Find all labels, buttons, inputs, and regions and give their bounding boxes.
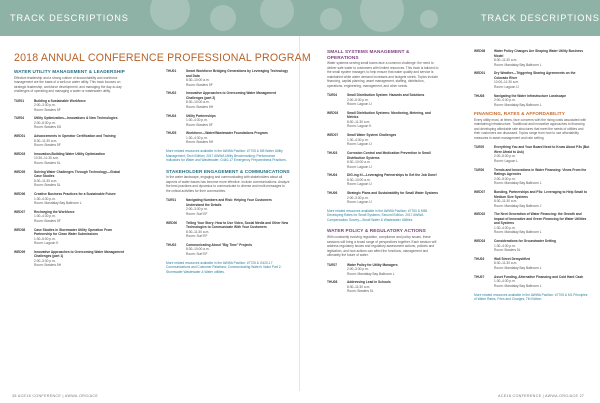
session-title: Communicating About "Big Time" Projects — [186, 242, 253, 247]
session-title: Wall Street Demystified — [494, 256, 531, 261]
session-room: Room: Mandalay Bay Ballroom L — [347, 271, 395, 276]
session-code: TUE05 — [474, 145, 485, 150]
decorative-bokeh — [210, 5, 236, 31]
session-item — [14, 99, 128, 113]
header-banner — [0, 0, 600, 36]
session-title: Bonding, Partnerships and P3s: Leveraging to Help Small to Medium Size Systems — [494, 190, 588, 199]
section-title: STAKEHOLDER ENGAGEMENT & COMMUNICATIONS — [166, 168, 290, 174]
session-room: Room: Bowlers 5L — [34, 183, 61, 188]
decorative-bokeh — [420, 10, 438, 28]
session-item — [166, 114, 290, 128]
session-title: DIG-ing it!—Leveraging Partnerships to Get the Job Done! — [347, 173, 437, 178]
session-time: 1:30–4:30 p.m. — [494, 225, 516, 230]
session-title: Innovation-Building Water Utility Optimization — [34, 151, 105, 156]
session-room: Room: Lagoon IJ — [347, 182, 372, 187]
session-code: TUE01 — [166, 198, 177, 203]
session-item — [166, 198, 290, 216]
session-title: Innovative Approaches to Overcoming Water Management Challenges (part 1) — [34, 249, 125, 259]
session-title: Navigating Numbers and Risk: Helping Your Customers Understand the Details — [186, 198, 272, 207]
session-code: THU03 — [327, 151, 338, 156]
session-item — [166, 131, 290, 145]
session-title: Navigating the Water Infrastructure Landscape — [494, 93, 567, 98]
session-time: 2:00–3:30 p.m. — [347, 267, 369, 272]
session-code: WED07 — [327, 133, 339, 138]
session-title: Utility Optimization—Innovations & New Technologies — [34, 116, 118, 121]
session-item — [327, 151, 440, 169]
session-room: Room: Mandalay Bay Ballroom L — [494, 265, 542, 270]
session-time: 2:00–3:30 p.m. — [34, 258, 56, 263]
session-room: Room: Bowlers 5H — [186, 104, 214, 109]
column-4 — [474, 49, 590, 308]
session-title: Workforce—Water/Wastewater Foundations Program — [186, 131, 268, 136]
session-title: Creative Business Practices for a Sustainable Future — [34, 192, 116, 197]
footer-right: ACE18 CONFERENCE | AWWA.ORG/ACE 27 — [498, 394, 585, 398]
session-time: 1:30–4:30 p.m. — [186, 135, 208, 140]
page-spine-divider — [299, 36, 300, 391]
session-code: TUE04 — [14, 116, 25, 121]
session-time: 8:30–11:30 a.m. — [34, 178, 58, 183]
session-code: WED03 — [474, 239, 486, 244]
session-time: 2:00–3:30 p.m. — [347, 195, 369, 200]
session-item — [14, 170, 128, 188]
session-code: THU07 — [474, 274, 485, 279]
session-item — [474, 71, 590, 89]
session-title: Utility Partnerships — [186, 113, 216, 118]
session-room: Room: Mandalay Bay Ballroom L — [494, 62, 542, 67]
session-code: THU06 — [327, 191, 338, 196]
session-time: 1:30–4:30 p.m. — [494, 243, 516, 248]
column-1 — [14, 69, 128, 272]
session-item — [14, 228, 128, 246]
session-item — [166, 243, 290, 257]
session-code: THU02 — [166, 242, 177, 247]
session-title: Small Water System Challenges — [347, 133, 397, 138]
session-time: 2:00–5:30 p.m. — [494, 176, 516, 181]
session-item — [474, 239, 590, 253]
session-title: Recharging the Workforce — [34, 209, 75, 214]
session-item — [327, 173, 440, 187]
section-description: Every utility must, at times, face concerns with the rising costs associated with maintaining infrastructure. Traditional and innovative approaches to financing and developing affordable rate structures that meet the needs of utilities and their customers are discussed. Topics range from how to use affordability measures in asset management and rate setting. — [474, 117, 587, 140]
section-title: FINANCING, RATES & AFFORDABILITY — [474, 111, 565, 117]
session-room: Room: Mandalay Bay Ballroom L — [34, 201, 82, 206]
session-title: Telling Your Story: How to Use Video, Social Media and Other New Technologies to Communicate With Your Customers — [186, 220, 289, 230]
section-description: In the water landscape, engaging and communicating with stakeholders about all aspects of water issues has become more effective. Include communications. Analyze the best practices and dynamics to communicate to diverse and multi-messages to the critical activities for their communities. — [166, 175, 290, 193]
session-code: WED08 — [14, 227, 26, 232]
session-time: 10:30–11:30 a.m. — [34, 156, 60, 161]
resources-note: More related resources available in the AWWA Pavilion: #7726 & G420-17 Communications and Customer Relations; Communicating Water's Value Part 2: Stormwater Wastewater & Water utilities. — [166, 260, 282, 274]
session-time: 10:00–11:30 a.m. — [494, 80, 520, 85]
session-room: Room: Bowlers 5H — [34, 263, 62, 268]
session-code: WED03 — [327, 110, 339, 115]
session-item — [166, 91, 290, 109]
session-title: Small Distribution Systems: Monitoring, Metering, and Metrics — [347, 110, 431, 120]
session-time: 2:00–4:30 p.m. — [494, 98, 516, 103]
session-room: Room: Bowlers 5L — [494, 248, 521, 253]
session-room: Room: Surf EF — [186, 234, 208, 239]
session-code: THU03 — [474, 256, 485, 261]
session-item — [474, 190, 590, 208]
session-item — [14, 192, 128, 206]
session-time: 8:30–11:30 a.m. — [347, 284, 371, 289]
session-time: 8:30–11:30 a.m. — [186, 229, 210, 234]
session-time: 1:30–4:30 p.m. — [34, 196, 56, 201]
session-item — [474, 257, 590, 271]
session-room: Room: Bowlers 5L — [347, 289, 374, 294]
header-title-right: TRACK DESCRIPTIONS — [481, 13, 600, 23]
session-item — [474, 275, 590, 289]
session-item — [327, 93, 440, 107]
session-item — [14, 250, 128, 268]
session-code: WED01 — [474, 71, 486, 76]
session-room: Room: Lagoon L — [494, 158, 519, 163]
session-room: Room: Mandalay Bay Ballroom J — [494, 203, 542, 208]
session-code: THU02 — [166, 91, 177, 96]
session-code: WED00 — [166, 220, 178, 225]
session-time: 8:30–10:00 a.m. — [347, 160, 371, 165]
session-code: TUE04 — [327, 93, 338, 98]
session-title: Small Distribution System: Hazards and Solutions — [347, 93, 425, 98]
session-time: 8:30–10:00 a.m. — [186, 100, 210, 105]
session-room: Room: Lagoon IJ — [347, 200, 372, 205]
page-title: 2018 ANNUAL CONFERENCE PROFESSIONAL PROGRAM — [14, 52, 311, 64]
session-room: Room: Bowlers 5H — [186, 140, 214, 145]
session-code: WED09 — [14, 249, 26, 254]
session-code: THU01 — [166, 69, 177, 73]
session-time: 8:30–10:00 a.m. — [347, 177, 371, 182]
session-time: 2:00–3:30 p.m. — [186, 207, 208, 212]
decorative-bokeh — [260, 0, 294, 28]
session-time: 8:30–11:30 a.m. — [34, 138, 58, 143]
session-title: Solving Water Challenges Through Technology—Global Case Studies — [34, 169, 121, 179]
session-time: 8:30–11:30 a.m. — [347, 119, 371, 124]
decorative-bokeh — [360, 0, 404, 32]
session-code: TUE01 — [14, 98, 25, 103]
session-item — [14, 134, 128, 148]
session-item — [327, 263, 440, 277]
session-title: Everything You and Your Board Need to Know About P3s (But Were Afraid to Ask) — [494, 145, 590, 154]
session-time: 2:00–3:30 p.m. — [34, 103, 56, 108]
session-room: Room: Bowlers 5L — [34, 160, 61, 165]
session-time: 2:00–5:30 p.m. — [347, 97, 369, 102]
section-description: Effective leadership and a strong culture of accountability and workforce management are the basis of a well-run water utility. This track focuses on strategic leadership, workforce development, and managing the day-to-day challenges of operating and managing a water or wastewater utility. — [14, 75, 122, 94]
session-room: Room: Lagoon IJ — [494, 84, 519, 89]
session-room: Room: Surf EF — [186, 211, 208, 216]
session-code: WED07 — [474, 190, 486, 195]
session-room: Room: Surf EF — [186, 251, 208, 256]
session-time: 2:00–5:30 p.m. — [34, 120, 56, 125]
session-item — [327, 111, 440, 129]
section-description: Water systems serving small towns face a common challenge: the need to deliver safe water to customers with limited resources. This track is tailored to the small system manager, to help ensure that water quality and service is maintained while water demand increases and budgets shrink. Topics include financing, capital planning, asset management, staffing, distribution, operations, engineering, management, and other needs. — [327, 61, 439, 88]
header-title-left: TRACK DESCRIPTIONS — [10, 13, 129, 23]
session-time: 8:30–11:30 a.m. — [494, 199, 518, 204]
session-title: Case Studies in Stormwater Utility Operation From Partnership for Clean Water Submissions — [34, 227, 113, 237]
session-code: TUE06 — [474, 167, 485, 172]
session-code: THU04 — [327, 173, 338, 178]
session-time: 8:30–10:00 a.m. — [186, 78, 210, 82]
session-title: Water Policy for Utility Managers — [347, 262, 398, 267]
session-item — [327, 133, 440, 147]
session-item — [14, 152, 128, 166]
session-code: THU08 — [327, 280, 338, 285]
session-title: Dry Weather—Triggering Sharing Agreements on the Colorado River — [494, 71, 576, 80]
session-item — [327, 191, 440, 205]
resources-note: More related resources available in the AWWA Pavilion: #7705 & M1 Principles of Water Rates, Fees and Charges; 7th Edition. — [474, 292, 588, 302]
session-item — [14, 116, 128, 130]
session-code: WED03 — [14, 151, 26, 156]
session-time: 8:30–11:30 a.m. — [494, 261, 518, 266]
session-item — [474, 94, 590, 108]
session-title: Considerations for Groundwater Setting — [494, 239, 556, 244]
session-title: Advancements in Operator Certification and Training — [34, 134, 116, 139]
footer-left: 38 ACE18 CONFERENCE | AWWA.ORG/ACE — [12, 394, 99, 398]
session-code: THU05 — [166, 131, 177, 136]
section-title: WATER POLICY & REGULATORY ACTIONS — [327, 228, 426, 234]
session-item — [14, 210, 128, 224]
session-title: Smart Workforce Bridging Generations by Leveraging Technology and Data — [186, 69, 289, 78]
section-title: WATER UTILITY MANAGEMENT & LEADERSHIP — [14, 69, 125, 74]
session-title: Asset Funding, Alternative Financing and Cold Hard Cash — [494, 274, 584, 279]
session-item — [166, 69, 290, 87]
session-room: Room: Bowlers 5F — [186, 82, 213, 87]
session-code: THU08 — [474, 93, 485, 98]
session-code: WED06 — [14, 192, 26, 197]
session-room: Room: Mandalay Bay Ballroom L — [494, 102, 542, 107]
session-room: Room: Lagoon IJ — [347, 142, 372, 147]
session-room: Room: Bowlers 5G — [34, 125, 62, 130]
resources-note: More related resources available in the AWWA Pavilion: #7760 & M56 Developing Rates for Small Systems; Second Edition. 2017 AWWA Compensation Survey—Small Water & Wastewater Utilities. — [327, 208, 428, 222]
session-item — [474, 145, 590, 163]
session-title: Innovative Approaches to Overcoming Water Management Challenges (part 2) — [186, 91, 277, 100]
session-room: Room: Lagoon IJ — [347, 164, 372, 169]
session-room: Room: Bowlers 5F — [186, 122, 213, 127]
session-room: Room: Mandalay Bay Ballroom L — [494, 283, 542, 288]
session-item — [327, 280, 440, 294]
session-code: WED05 — [14, 169, 26, 174]
session-title: The Next Generation of Water Financing: the Growth and Impact of Innovative and Green Financing for Water Utilities and Systems — [494, 212, 587, 226]
session-time: 1:30–4:30 p.m. — [347, 137, 369, 142]
session-code: TUE07 — [327, 262, 338, 267]
session-item — [474, 212, 590, 235]
session-item — [474, 168, 590, 186]
session-code: WED07 — [14, 209, 26, 214]
section-title: SMALL SYSTEMS MANAGEMENT & OPERATIONS — [327, 49, 410, 60]
column-3 — [327, 49, 440, 298]
section-description: With constantly evolving regulation, compliance and policy issues, these sessions will bring a broad range of perspectives together. Each session will address regulatory issues and regulatory assessment actions, policies and legislation, and how actions can affect the functions, management and ultimately the future of water. — [327, 235, 437, 258]
session-title: Strategic Plans and Sustainability for Small Water Systems — [347, 191, 439, 196]
resources-note: More related resources available in the AWWA Pavilion: #7705 & M5 Water Utility Management; Tech Edition; 2017 AWWA Utility Benchmarking; Performance Indicators for Water and Wastewater; G440-17 Emergency Preparedness Practices. — [166, 149, 287, 163]
session-time: 1:30–4:30 p.m. — [494, 279, 516, 284]
session-code: WED08 — [474, 49, 486, 53]
session-time: 2:00–5:30 p.m. — [494, 154, 516, 159]
decorative-bokeh — [150, 0, 190, 30]
session-time: 1:30–4:30 p.m. — [34, 214, 56, 219]
session-time: 8:30–10:00 a.m. — [186, 247, 210, 252]
decorative-bokeh — [320, 8, 342, 30]
session-item — [474, 49, 590, 67]
session-time: 8:30–11:30 a.m. — [494, 58, 518, 62]
session-time: 1:30–4:30 p.m. — [186, 118, 208, 123]
session-code: WED01 — [14, 134, 26, 139]
session-room: Room: Mandalay Bay Ballroom L — [494, 181, 542, 186]
session-code: WED02 — [474, 212, 486, 217]
session-room: Room: Bowlers 5F — [34, 218, 61, 223]
session-title: Water Policy Changes Are Shaping Water Utility Business Model — [494, 49, 584, 58]
session-code: THU04 — [166, 113, 177, 118]
session-room: Room: Bowlers 5F — [34, 143, 61, 148]
session-room: Room: Bowlers 5F — [34, 107, 61, 112]
column-2 — [166, 69, 290, 280]
session-room: Room: Lagoon IJ — [347, 102, 372, 107]
session-room: Room: Lagoon K — [34, 241, 59, 246]
session-item — [166, 221, 290, 239]
session-room: Room: Mandalay Bay Ballroom L — [494, 230, 542, 235]
session-title: Addressing Lead in Schools — [347, 280, 391, 285]
session-time: 1:30–5:00 p.m. — [34, 236, 56, 241]
session-title: Trends and Innovations in Water Financing: Views From the Ratings Agencies — [494, 167, 587, 177]
session-title: Corrosion Control and Medication Prevention in Small Distribution Systems — [347, 151, 431, 160]
session-room: Room: Lagoon K — [347, 124, 372, 129]
session-title: Building a Sustainable Workforce — [34, 98, 86, 103]
